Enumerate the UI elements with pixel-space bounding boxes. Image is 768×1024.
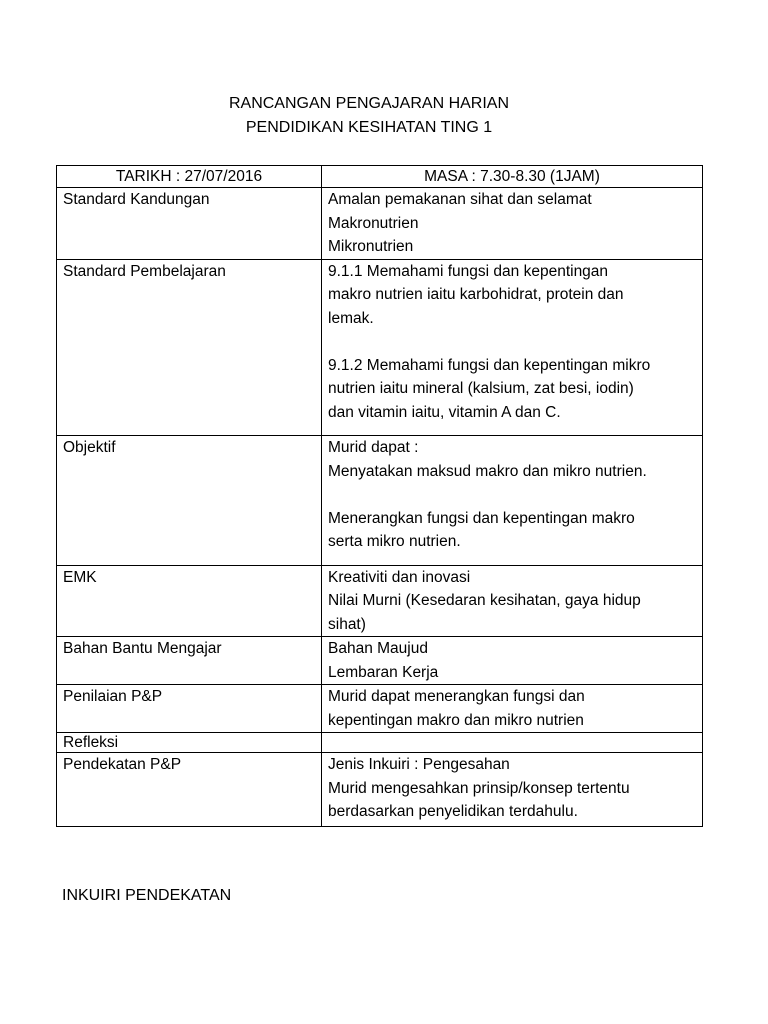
- content-line: sihat): [328, 615, 366, 633]
- time-cell: MASA : 7.30-8.30 (1JAM): [322, 166, 703, 188]
- section-heading: INKUIRI PENDEKATAN: [62, 887, 232, 904]
- row-content: [322, 188, 703, 260]
- content-line: Amalan pemakanan sihat dan selamat: [328, 191, 592, 208]
- row-content: [322, 733, 703, 753]
- row-content: [322, 436, 703, 566]
- table-row: [57, 685, 703, 733]
- document-title: RANCANGAN PENGAJARAN HARIAN: [228, 95, 510, 112]
- content-line: Murid dapat :: [328, 439, 419, 456]
- content-line: Makronutrien: [328, 214, 419, 232]
- content-line: Jenis Inkuiri : Pengesahan: [328, 756, 510, 773]
- lesson-plan-table: [56, 165, 703, 827]
- content-line: 9.1.2 Memahami fungsi dan kepentingan mikro: [328, 356, 651, 374]
- content-line: Kreativiti dan inovasi: [328, 568, 471, 586]
- row-label: Penilaian P&P: [57, 685, 322, 733]
- content-line: serta mikro nutrien.: [328, 533, 461, 550]
- table-row: [57, 259, 703, 436]
- table-row: [57, 436, 703, 566]
- row-label: Objektif: [57, 436, 322, 566]
- paragraph-gap: [328, 483, 696, 507]
- content-line: Bahan Maujud: [328, 640, 428, 657]
- table-row: [57, 637, 703, 685]
- table-row: [57, 565, 703, 637]
- table-row: [57, 188, 703, 260]
- row-content: [322, 685, 703, 733]
- row-label: EMK: [57, 565, 322, 637]
- row-label: Standard Kandungan: [57, 188, 322, 260]
- date-cell: TARIKH : 27/07/2016: [57, 166, 322, 188]
- content-line: 9.1.1 Memahami fungsi dan kepentingan: [328, 262, 609, 280]
- content-line: Mikronutrien: [328, 238, 414, 255]
- row-content: [322, 637, 703, 685]
- content-line: berdasarkan penyelidikan terdahulu.: [328, 803, 578, 820]
- content-line: Nilai Murni (Kesedaran kesihatan, gaya hidup: [328, 592, 641, 609]
- row-content: [322, 259, 703, 436]
- content-line: lemak.: [328, 309, 374, 327]
- paragraph-gap: [328, 330, 696, 354]
- row-label: Refleksi: [57, 733, 322, 753]
- table-row: [57, 733, 703, 753]
- row-label: Pendekatan P&P: [57, 753, 322, 827]
- content-line: Menerangkan fungsi dan kepentingan makro: [328, 509, 635, 527]
- content-line: kepentingan makro dan mikro nutrien: [328, 711, 584, 729]
- content-line: makro nutrien iaitu karbohidrat, protein dan: [328, 286, 624, 303]
- table-header-row: [57, 166, 703, 188]
- content-line: Lembaran Kerja: [328, 663, 439, 681]
- content-line: nutrien iaitu mineral (kalsium, zat besi, iodin): [328, 380, 634, 397]
- content-line: Murid mengesahkan prinsip/konsep tertentu: [328, 779, 630, 797]
- content-line: Menyatakan maksud makro dan mikro nutrien.: [328, 462, 647, 480]
- content-line: dan vitamin iaitu, vitamin A dan C.: [328, 403, 561, 421]
- row-label: Standard Pembelajaran: [57, 259, 322, 436]
- document-subtitle: PENDIDIKAN KESIHATAN TING 1: [245, 119, 493, 136]
- content-line: Murid dapat menerangkan fungsi dan: [328, 688, 585, 705]
- table-row: [57, 753, 703, 827]
- row-content: [322, 565, 703, 637]
- row-content: [322, 753, 703, 827]
- row-label: Bahan Bantu Mengajar: [57, 637, 322, 685]
